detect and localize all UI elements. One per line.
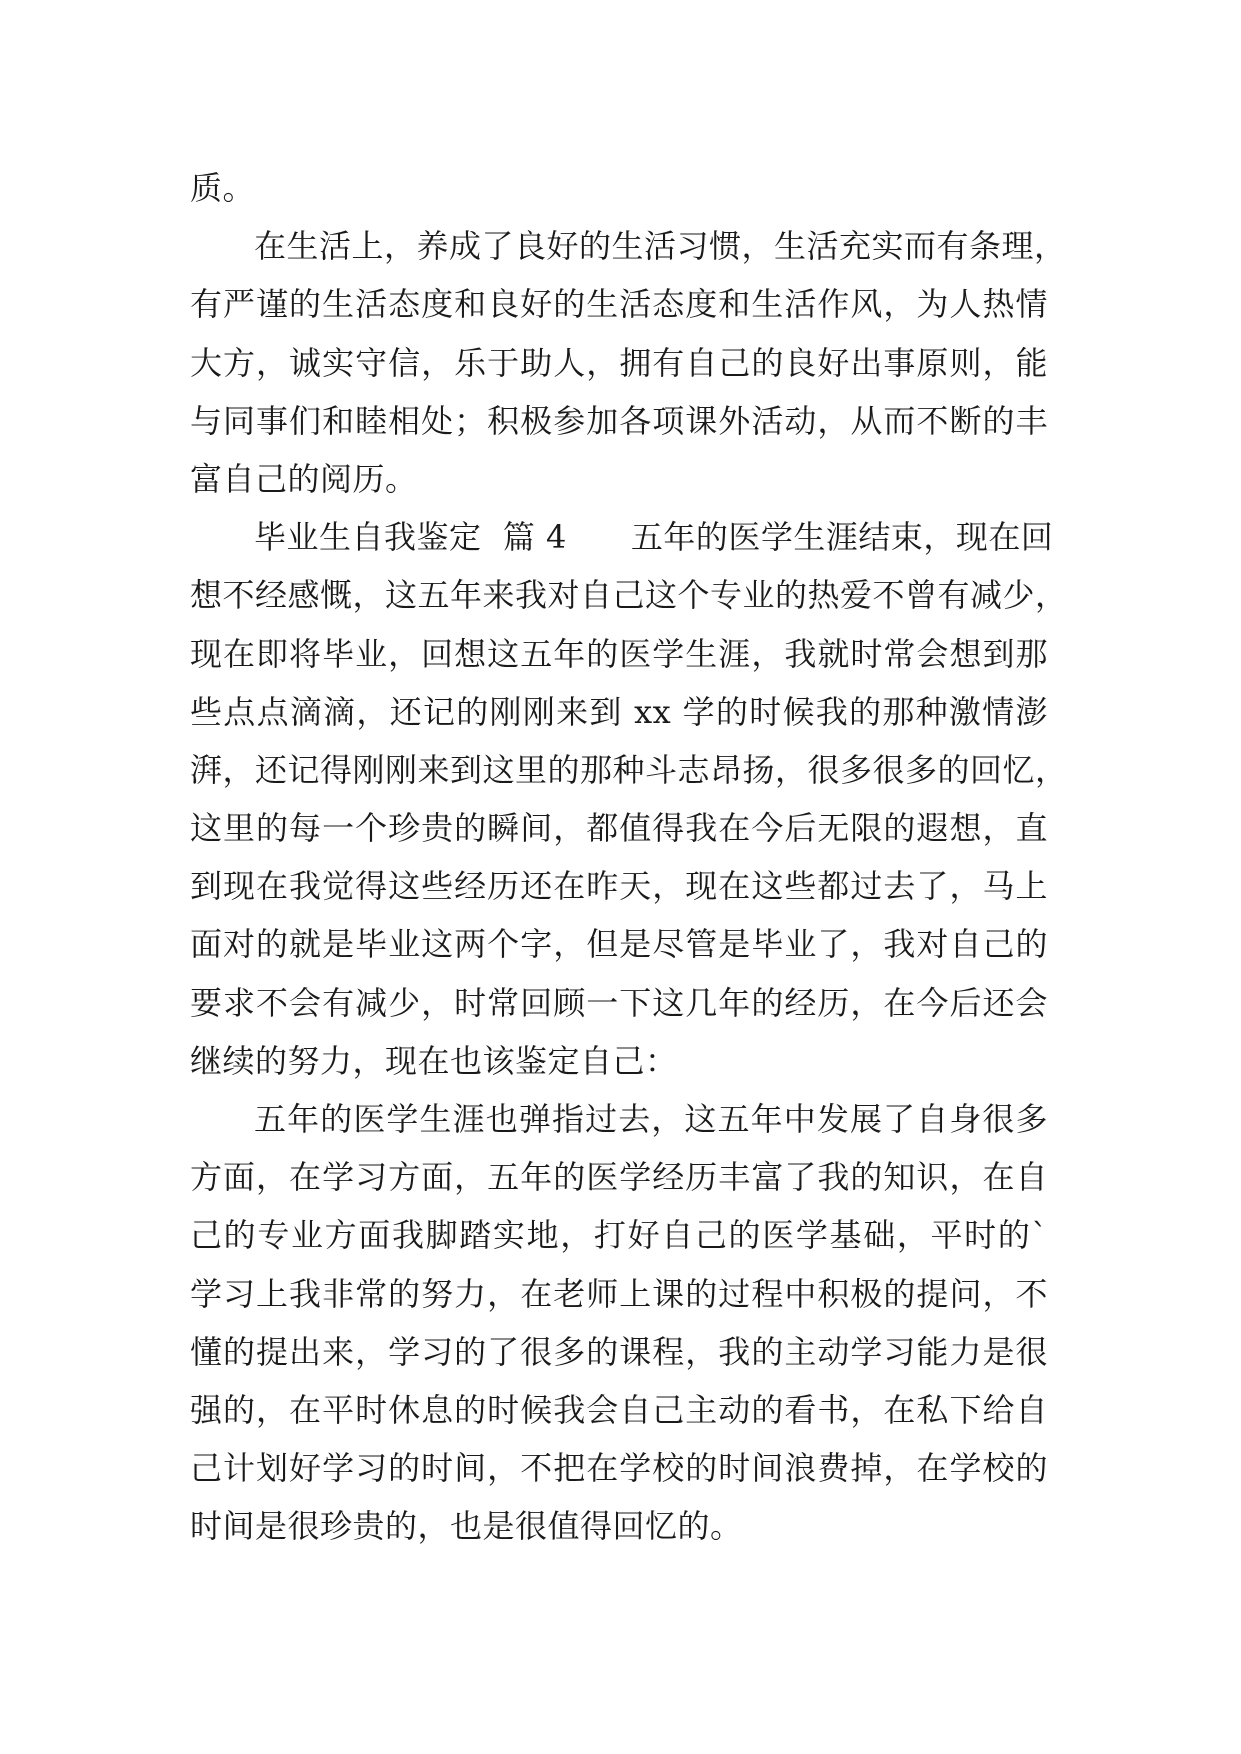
text-line: 己的专业方面我脚踏实地，打好自己的医学基础，平时的` — [190, 1216, 1048, 1255]
paragraph-3 — [190, 508, 1068, 1090]
text-line: 强的，在平时休息的时候我会自己主动的看书，在私下给自 — [190, 1390, 1048, 1429]
text-line: 己计划好学习的时间，不把在学校的时间浪费掉，在学校的 — [190, 1449, 1048, 1488]
paragraph-1 — [190, 159, 1048, 217]
text-line: 想不经感慨，这五年来我对自己这个专业的热爱不曾有减少， — [190, 576, 1068, 615]
text-line: 时间是很珍贵的，也是很值得回忆的。 — [190, 1507, 743, 1546]
text-line: 些点点滴滴，还记的刚刚来到 xx 学的时候我的那种激情澎 — [190, 692, 1048, 731]
text-line: 大方，诚实守信，乐于助人，拥有自己的良好出事原则，能 — [190, 343, 1048, 382]
text-line: 与同事们和睦相处；积极参加各项课外活动，从而不断的丰 — [190, 401, 1048, 440]
text-line: 现在即将毕业，回想这五年的医学生涯，我就时常会想到那 — [190, 634, 1048, 673]
text-line: 方面，在学习方面，五年的医学经历丰富了我的知识，在自 — [190, 1158, 1048, 1197]
text-line: 五年的医学生涯也弹指过去，这五年中发展了自身很多 — [254, 1100, 1048, 1138]
text-line: 质。 — [190, 169, 256, 207]
document-body — [190, 159, 1068, 1556]
text-line: 到现在我觉得这些经历还在昨天，现在这些都过去了，马上 — [190, 867, 1048, 906]
text-line: 在生活上，养成了良好的生活习惯，生活充实而有条理， — [254, 227, 1067, 266]
text-line: 富自己的阅历。 — [190, 459, 418, 498]
text-line: 毕业生自我鉴定 篇 4 五年的医学生涯结束，现在回 — [254, 518, 1054, 557]
text-line: 湃，还记得刚刚来到这里的那种斗志昂扬，很多很多的回忆， — [190, 750, 1068, 789]
text-line: 要求不会有减少，时常回顾一下这几年的经历，在今后还会 — [190, 983, 1048, 1022]
text-line: 这里的每一个珍贵的瞬间，都值得我在今后无限的遐想，直 — [190, 809, 1048, 848]
text-line: 面对的就是毕业这两个字，但是尽管是毕业了，我对自己的 — [190, 925, 1048, 964]
paragraph-4 — [190, 1090, 1048, 1556]
paragraph-2 — [190, 217, 1067, 508]
text-line: 懂的提出来，学习的了很多的课程，我的主动学习能力是很 — [190, 1332, 1048, 1371]
text-line: 有严谨的生活态度和良好的生活态度和生活作风，为人热情 — [190, 285, 1048, 324]
text-line: 继续的努力，现在也该鉴定自己： — [190, 1041, 678, 1080]
text-line: 学习上我非常的努力，在老师上课的过程中积极的提问，不 — [190, 1274, 1048, 1313]
